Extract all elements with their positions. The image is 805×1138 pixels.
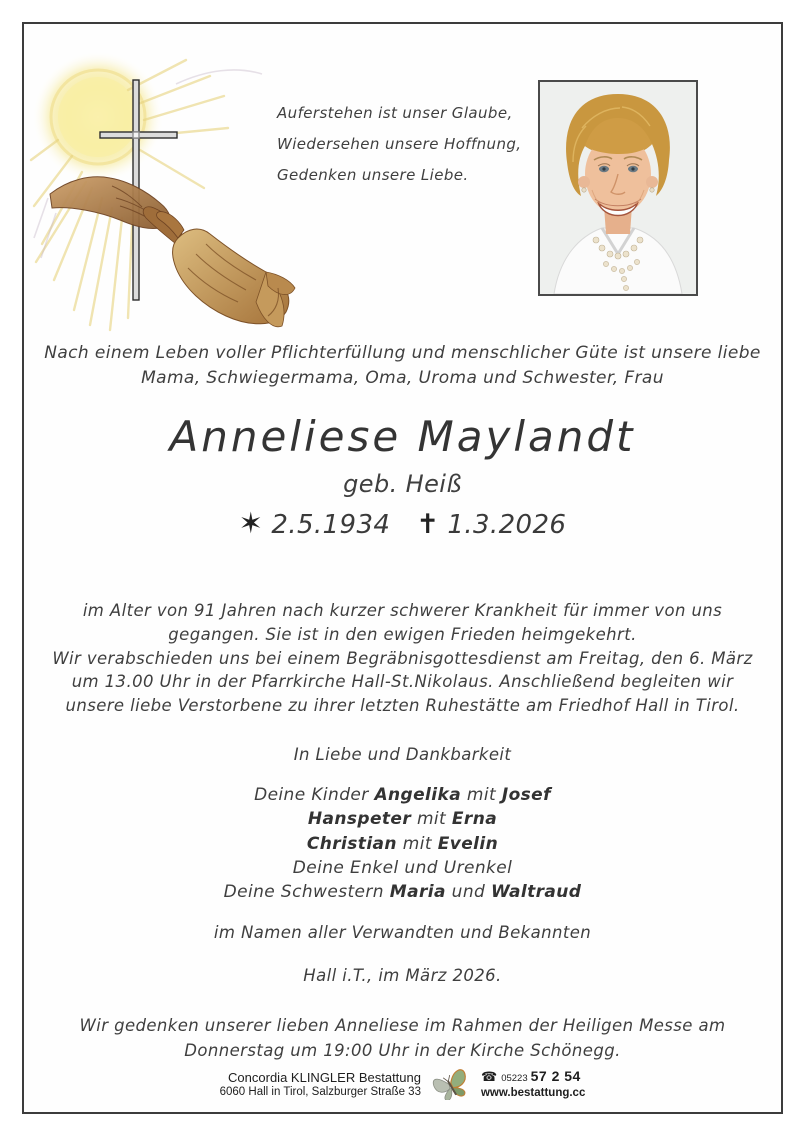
family-line: Christian mit Evelin — [306, 833, 499, 854]
announcement-line: unsere liebe Verstorbene zu ihrer letzten Ruhestätte am Friedhof Hall in Tirol. — [65, 696, 740, 716]
memorial-line: Wir gedenken unserer lieben Anneliese im Rahmen der Heiligen Messe am — [79, 1016, 726, 1035]
family-list — [24, 783, 781, 904]
funeral-home-name: Concordia KLINGLER Bestattung — [228, 1069, 421, 1085]
death-cross-icon: ✝ — [416, 509, 440, 540]
verse-line: Gedenken unsere Liebe. — [277, 166, 469, 184]
memorial-line: Donnerstag um 19:00 Uhr in der Kirche Schönegg. — [184, 1040, 621, 1060]
website-text: www.bestattung.cc — [480, 1086, 586, 1099]
butterfly-logo-icon — [431, 1068, 471, 1100]
phone-line — [481, 1069, 585, 1086]
announcement-line: gegangen. Sie ist in den ewigen Frieden heimgekehrt. — [168, 624, 637, 644]
verse — [277, 98, 537, 191]
phone-number: 57 2 54 — [530, 1067, 581, 1084]
verse-line: Wiedersehen unsere Hoffnung, — [277, 135, 522, 153]
clasped-hands — [50, 177, 295, 327]
family-line: Deine Schwestern Maria und Waltraud — [223, 882, 582, 903]
funeral-home-contact — [481, 1069, 585, 1100]
intro-line: Mama, Schwiegermama, Oma, Uroma und Schwester, Frau — [141, 367, 664, 388]
funeral-home-footer — [24, 1068, 781, 1100]
place-date-line: Hall i.T., im März 2026. — [303, 966, 502, 985]
birth-star-icon: ✶ — [238, 506, 264, 540]
funeral-home-info — [220, 1070, 421, 1099]
birth-date: 2.5.1934 — [271, 510, 391, 540]
maiden-name: geb. Heiß — [343, 470, 462, 498]
on-behalf-line: im Namen aller Verwandten und Bekannten — [213, 923, 592, 942]
phone-icon: ☎ — [480, 1068, 498, 1084]
family-line: Deine Kinder Angelika mit Josef — [254, 785, 551, 805]
phone-area-code: 05223 — [501, 1072, 528, 1084]
verse-line: Auferstehen ist unser Glaube, — [277, 104, 513, 122]
cross-and-hands-illustration — [28, 48, 303, 333]
intro-line: Nach einem Leben voller Pflichterfüllung und menschlicher Güte ist unsere liebe — [44, 343, 761, 363]
deceased-name: Anneliese Maylandt — [169, 412, 636, 461]
announcement-line: um 13.00 Uhr in der Pfarrkirche Hall-St.Nikolaus. Anschließend begleiten wir — [71, 672, 734, 692]
portrait-photo — [538, 80, 698, 296]
memorial-notice — [24, 1014, 781, 1063]
announcement-line: Wir verabschieden uns bei einem Begräbnisgottesdienst am Freitag, den 6. März — [52, 648, 753, 668]
gratitude-line: In Liebe und Dankbarkeit — [293, 745, 512, 764]
intro-text — [24, 341, 781, 390]
death-date: 1.3.2026 — [447, 510, 567, 540]
family-line: Deine Enkel und Urenkel — [292, 857, 513, 878]
family-line: Hanspeter mit Erna — [307, 809, 498, 830]
page-border-frame — [22, 22, 783, 1114]
funeral-home-address: 6060 Hall in Tirol, Salzburger Straße 33 — [219, 1085, 421, 1098]
life-dates — [24, 506, 781, 540]
announcement-line: im Alter von 91 Jahren nach kurzer schwerer Krankheit für immer von uns — [82, 601, 723, 620]
announcement-text — [24, 599, 781, 718]
